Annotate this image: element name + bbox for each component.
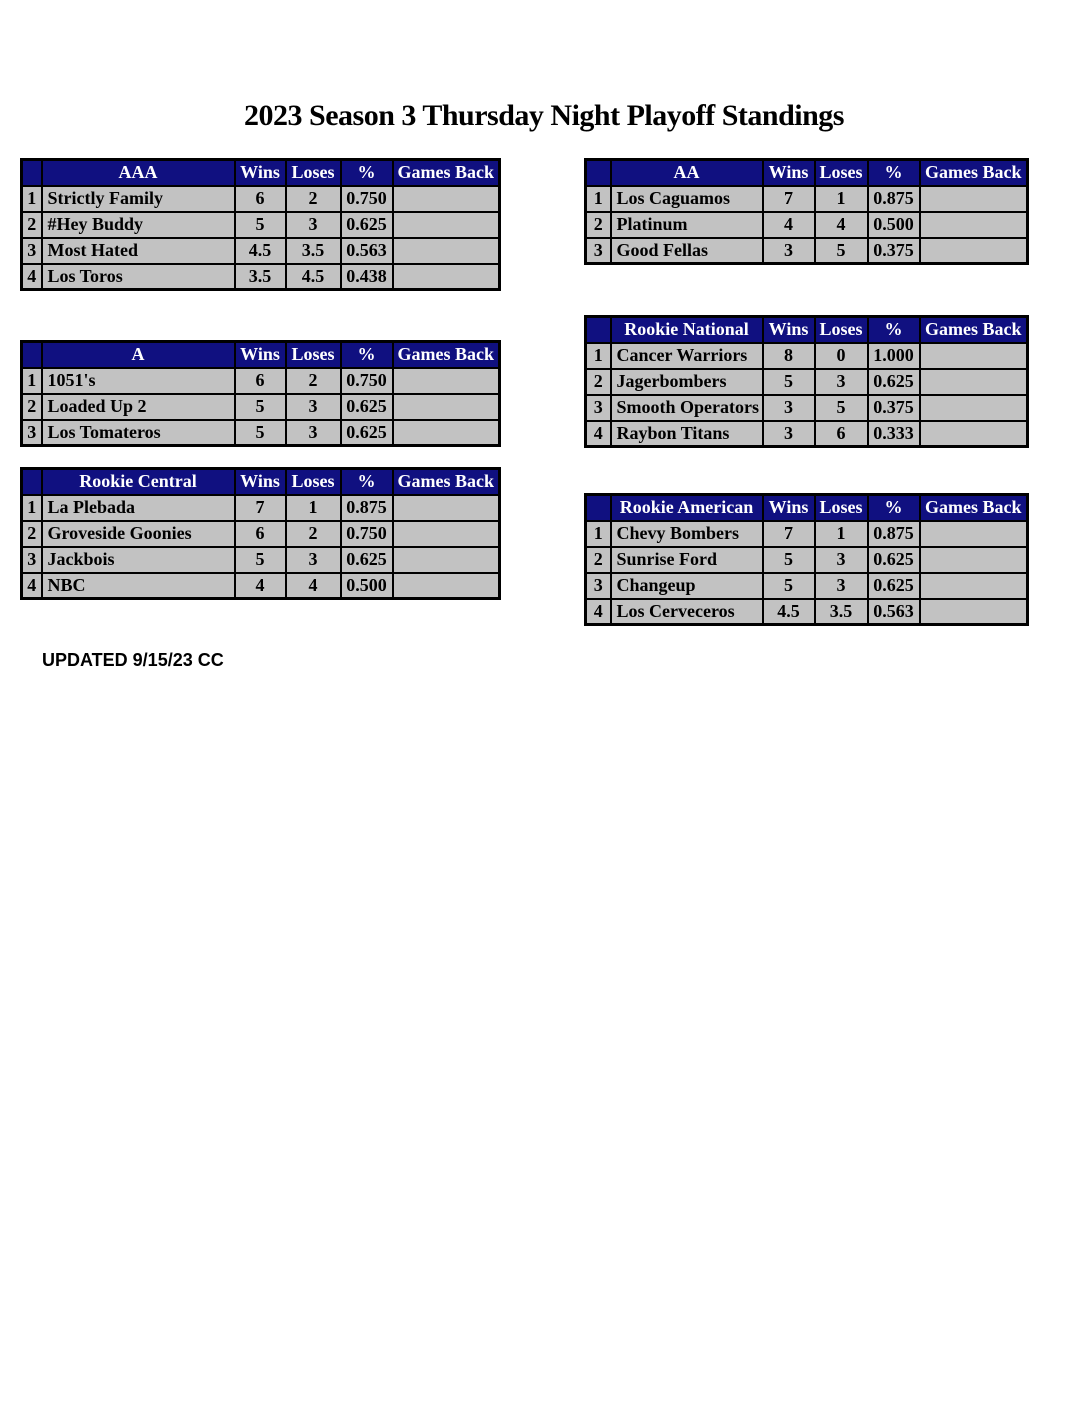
rank-cell: 1 (586, 343, 611, 369)
standings-table-rookie-central (20, 467, 501, 600)
rank-cell: 2 (586, 369, 611, 395)
rank-cell: 2 (22, 394, 42, 420)
games-back-cell (393, 495, 500, 521)
loses-cell: 3 (286, 394, 341, 420)
rank-cell: 4 (22, 573, 42, 599)
rank-cell: 3 (22, 420, 42, 446)
team-name-cell: #Hey Buddy (42, 212, 235, 238)
standings-table-aaa (20, 158, 501, 291)
wins-header-cell: Wins (235, 342, 286, 368)
pct-cell: 0.563 (868, 599, 920, 625)
games-back-cell (920, 599, 1028, 625)
loses-cell: 3 (815, 369, 868, 395)
loses-cell: 2 (286, 186, 341, 212)
rank-cell: 2 (586, 547, 611, 573)
pct-cell: 0.750 (341, 368, 393, 394)
games-back-cell (393, 186, 500, 212)
loses-header-cell: Loses (815, 495, 868, 521)
loses-header-cell: Loses (286, 342, 341, 368)
wins-cell: 5 (235, 420, 286, 446)
rank-cell: 1 (22, 368, 42, 394)
wins-header-cell: Wins (763, 495, 815, 521)
games-back-cell (393, 394, 500, 420)
games-back-cell (920, 421, 1028, 447)
loses-cell: 3.5 (286, 238, 341, 264)
pct-cell: 0.625 (868, 547, 920, 573)
pct-cell: 0.875 (868, 521, 920, 547)
table-row (22, 521, 500, 547)
loses-cell: 3 (286, 212, 341, 238)
pct-cell: 0.500 (868, 212, 920, 238)
pct-cell: 1.000 (868, 343, 920, 369)
table-row (586, 521, 1028, 547)
loses-cell: 4.5 (286, 264, 341, 290)
table-row (22, 212, 500, 238)
header-row (22, 342, 500, 368)
header-row (22, 160, 500, 186)
games-back-header-cell: Games Back (393, 469, 500, 495)
loses-cell: 6 (815, 421, 868, 447)
wins-cell: 7 (763, 186, 815, 212)
standings-table-rookie-american (584, 493, 1029, 626)
team-name-cell: Los Toros (42, 264, 235, 290)
rank-cell: 4 (22, 264, 42, 290)
games-back-header-cell: Games Back (920, 495, 1028, 521)
pct-cell: 0.750 (341, 186, 393, 212)
team-name-cell: Smooth Operators (611, 395, 763, 421)
table-row (22, 573, 500, 599)
loses-header-cell: Loses (815, 317, 868, 343)
table-row (586, 212, 1028, 238)
rank-header-cell (586, 317, 611, 343)
games-back-cell (393, 573, 500, 599)
wins-cell: 5 (763, 369, 815, 395)
team-name-cell: Los Cerveceros (611, 599, 763, 625)
league-header-cell: AAA (42, 160, 235, 186)
wins-cell: 3 (763, 421, 815, 447)
wins-cell: 3 (763, 395, 815, 421)
wins-cell: 3 (763, 238, 815, 264)
pct-cell: 0.625 (341, 212, 393, 238)
pct-cell: 0.438 (341, 264, 393, 290)
pct-cell: 0.625 (341, 420, 393, 446)
table-row (586, 547, 1028, 573)
rank-cell: 3 (586, 573, 611, 599)
wins-cell: 4.5 (235, 238, 286, 264)
loses-cell: 3.5 (815, 599, 868, 625)
rank-cell: 2 (22, 212, 42, 238)
pct-cell: 0.500 (341, 573, 393, 599)
table-row (22, 368, 500, 394)
table-row (22, 264, 500, 290)
league-header-cell: A (42, 342, 235, 368)
table-row (586, 343, 1028, 369)
loses-cell: 1 (286, 495, 341, 521)
team-name-cell: 1051's (42, 368, 235, 394)
games-back-cell (920, 212, 1028, 238)
rank-header-cell (586, 495, 611, 521)
header-row (586, 317, 1028, 343)
league-header-cell: Rookie American (611, 495, 763, 521)
loses-cell: 0 (815, 343, 868, 369)
standings-table-a (20, 340, 501, 447)
pct-cell: 0.625 (341, 394, 393, 420)
loses-cell: 5 (815, 238, 868, 264)
rank-header-cell (22, 342, 42, 368)
wins-cell: 6 (235, 368, 286, 394)
table-row (22, 238, 500, 264)
table-row (22, 394, 500, 420)
team-name-cell: Raybon Titans (611, 421, 763, 447)
header-row (22, 469, 500, 495)
games-back-cell (393, 547, 500, 573)
games-back-header-cell: Games Back (393, 160, 500, 186)
standings-table-aa (584, 158, 1029, 265)
loses-cell: 4 (815, 212, 868, 238)
loses-cell: 2 (286, 368, 341, 394)
table-row (22, 495, 500, 521)
table-row (586, 186, 1028, 212)
games-back-cell (920, 573, 1028, 599)
pct-cell: 0.375 (868, 238, 920, 264)
games-back-cell (920, 395, 1028, 421)
loses-cell: 4 (286, 573, 341, 599)
team-name-cell: Changeup (611, 573, 763, 599)
wins-cell: 4 (235, 573, 286, 599)
wins-cell: 5 (763, 573, 815, 599)
league-header-cell: AA (611, 160, 763, 186)
team-name-cell: Los Tomateros (42, 420, 235, 446)
team-name-cell: Sunrise Ford (611, 547, 763, 573)
wins-header-cell: Wins (235, 160, 286, 186)
wins-cell: 5 (235, 394, 286, 420)
pct-header-cell: % (868, 160, 920, 186)
pct-header-cell: % (868, 495, 920, 521)
table-row (22, 547, 500, 573)
pct-cell: 0.333 (868, 421, 920, 447)
page-title: 2023 Season 3 Thursday Night Playoff Standings (244, 99, 844, 132)
team-name-cell: Strictly Family (42, 186, 235, 212)
pct-header-cell: % (341, 469, 393, 495)
loses-cell: 3 (286, 420, 341, 446)
games-back-cell (393, 420, 500, 446)
team-name-cell: Platinum (611, 212, 763, 238)
table-row (22, 420, 500, 446)
league-header-cell: Rookie Central (42, 469, 235, 495)
wins-header-cell: Wins (235, 469, 286, 495)
loses-cell: 5 (815, 395, 868, 421)
wins-cell: 8 (763, 343, 815, 369)
team-name-cell: La Plebada (42, 495, 235, 521)
team-name-cell: Good Fellas (611, 238, 763, 264)
pct-cell: 0.875 (868, 186, 920, 212)
pct-cell: 0.563 (341, 238, 393, 264)
rank-cell: 1 (22, 495, 42, 521)
header-row (586, 160, 1028, 186)
table-row (586, 573, 1028, 599)
loses-header-cell: Loses (815, 160, 868, 186)
games-back-header-cell: Games Back (393, 342, 500, 368)
league-header-cell: Rookie National (611, 317, 763, 343)
header-row (586, 495, 1028, 521)
games-back-cell (920, 547, 1028, 573)
loses-cell: 3 (815, 547, 868, 573)
pct-cell: 0.625 (868, 369, 920, 395)
rank-cell: 3 (586, 395, 611, 421)
team-name-cell: Loaded Up 2 (42, 394, 235, 420)
games-back-cell (393, 264, 500, 290)
table-row (586, 369, 1028, 395)
games-back-cell (920, 369, 1028, 395)
loses-header-cell: Loses (286, 469, 341, 495)
games-back-cell (920, 238, 1028, 264)
table-row (586, 421, 1028, 447)
wins-cell: 7 (763, 521, 815, 547)
team-name-cell: Cancer Warriors (611, 343, 763, 369)
rank-header-cell (22, 469, 42, 495)
wins-cell: 6 (235, 186, 286, 212)
team-name-cell: Chevy Bombers (611, 521, 763, 547)
rank-cell: 1 (586, 521, 611, 547)
table-row (22, 186, 500, 212)
games-back-cell (920, 186, 1028, 212)
games-back-header-cell: Games Back (920, 160, 1028, 186)
games-back-cell (393, 212, 500, 238)
wins-cell: 3.5 (235, 264, 286, 290)
wins-cell: 5 (235, 547, 286, 573)
wins-cell: 6 (235, 521, 286, 547)
pct-header-cell: % (341, 160, 393, 186)
rank-header-cell (586, 160, 611, 186)
team-name-cell: Most Hated (42, 238, 235, 264)
standings-table-rookie-national (584, 315, 1029, 448)
games-back-cell (393, 368, 500, 394)
rank-cell: 3 (22, 547, 42, 573)
table-row (586, 238, 1028, 264)
wins-cell: 5 (235, 212, 286, 238)
rank-cell: 4 (586, 421, 611, 447)
pct-header-cell: % (341, 342, 393, 368)
table-row (586, 599, 1028, 625)
games-back-cell (393, 521, 500, 547)
team-name-cell: Jackbois (42, 547, 235, 573)
updated-note: UPDATED 9/15/23 CC (42, 650, 224, 670)
team-name-cell: Los Caguamos (611, 186, 763, 212)
games-back-cell (393, 238, 500, 264)
rank-cell: 2 (22, 521, 42, 547)
rank-cell: 3 (586, 238, 611, 264)
rank-cell: 1 (22, 186, 42, 212)
loses-cell: 1 (815, 521, 868, 547)
wins-cell: 4.5 (763, 599, 815, 625)
rank-header-cell (22, 160, 42, 186)
loses-header-cell: Loses (286, 160, 341, 186)
team-name-cell: Jagerbombers (611, 369, 763, 395)
pct-cell: 0.625 (341, 547, 393, 573)
rank-cell: 2 (586, 212, 611, 238)
wins-cell: 4 (763, 212, 815, 238)
loses-cell: 3 (815, 573, 868, 599)
games-back-header-cell: Games Back (920, 317, 1028, 343)
wins-cell: 5 (763, 547, 815, 573)
pct-cell: 0.625 (868, 573, 920, 599)
table-row (586, 395, 1028, 421)
loses-cell: 3 (286, 547, 341, 573)
loses-cell: 1 (815, 186, 868, 212)
rank-cell: 4 (586, 599, 611, 625)
rank-cell: 3 (22, 238, 42, 264)
pct-cell: 0.875 (341, 495, 393, 521)
wins-header-cell: Wins (763, 160, 815, 186)
wins-cell: 7 (235, 495, 286, 521)
wins-header-cell: Wins (763, 317, 815, 343)
team-name-cell: NBC (42, 573, 235, 599)
team-name-cell: Groveside Goonies (42, 521, 235, 547)
pct-header-cell: % (868, 317, 920, 343)
rank-cell: 1 (586, 186, 611, 212)
pct-cell: 0.750 (341, 521, 393, 547)
games-back-cell (920, 521, 1028, 547)
loses-cell: 2 (286, 521, 341, 547)
games-back-cell (920, 343, 1028, 369)
pct-cell: 0.375 (868, 395, 920, 421)
